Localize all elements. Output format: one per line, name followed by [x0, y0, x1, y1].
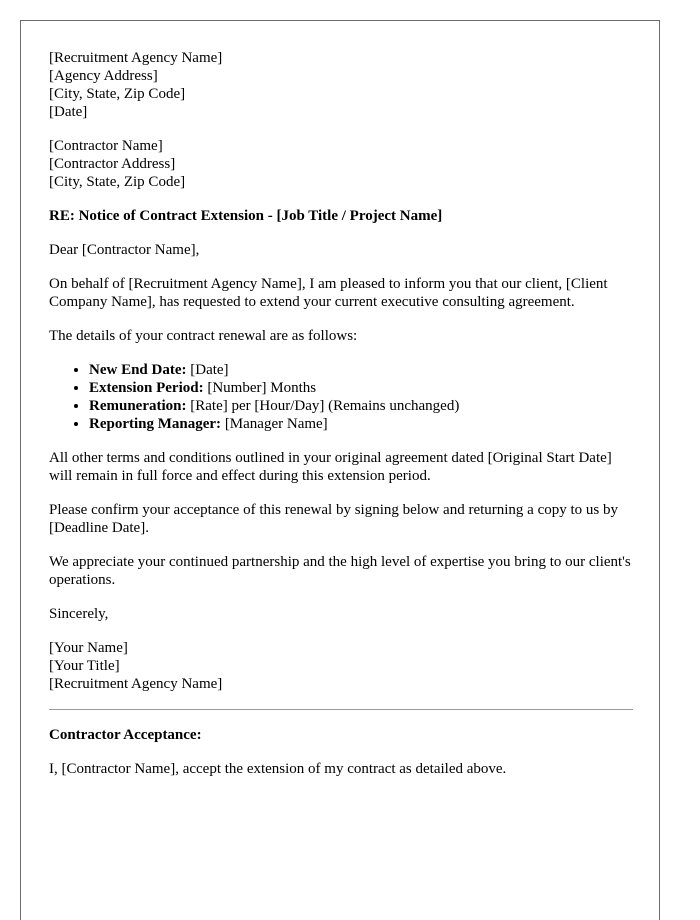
- detail-label: New End Date:: [89, 362, 187, 378]
- recipient-name: [Contractor Name]: [49, 138, 163, 154]
- closing: Sincerely,: [49, 606, 109, 622]
- detail-item-reporting-manager: [89, 415, 633, 433]
- paragraph-appreciation: We appreciate your continued partnership and the high level of expertise you bring to our client's operations.: [49, 554, 631, 588]
- signature-title: [Your Title]: [49, 658, 120, 674]
- recipient-address: [Contractor Address]: [49, 156, 176, 172]
- section-divider: [49, 709, 633, 710]
- detail-item-remuneration: [89, 397, 633, 415]
- letter-content: [49, 49, 633, 794]
- detail-value: [Manager Name]: [221, 416, 328, 432]
- sender-agency-address: [Agency Address]: [49, 68, 158, 84]
- signature-agency: [Recruitment Agency Name]: [49, 676, 223, 692]
- paragraph-confirm: Please confirm your acceptance of this renewal by signing below and returning a copy to us by [Deadline Date].: [49, 502, 618, 536]
- detail-label: Reporting Manager:: [89, 416, 222, 432]
- letter-date: [Date]: [49, 104, 88, 120]
- acceptance-heading: Contractor Acceptance:: [49, 727, 202, 743]
- sender-city-state-zip: [City, State, Zip Code]: [49, 86, 186, 102]
- signature-block: [49, 639, 633, 693]
- paragraph-terms: All other terms and conditions outlined in your original agreement dated [Original Start Date] will remain in full force and effect during this extension period.: [49, 450, 612, 484]
- detail-item-extension-period: [89, 379, 633, 397]
- detail-label: Remuneration:: [89, 398, 187, 414]
- acceptance-statement: I, [Contractor Name], accept the extension of my contract as detailed above.: [49, 761, 507, 777]
- subject-line: RE: Notice of Contract Extension - [Job Title / Project Name]: [49, 208, 443, 224]
- signature-name: [Your Name]: [49, 640, 128, 656]
- salutation: Dear [Contractor Name],: [49, 242, 200, 258]
- detail-value: [Rate] per [Hour/Day] (Remains unchanged): [186, 398, 460, 414]
- detail-value: [Number] Months: [203, 380, 317, 396]
- detail-item-end-date: [89, 361, 633, 379]
- details-intro: The details of your contract renewal are as follows:: [49, 328, 358, 344]
- sender-block: [49, 49, 633, 121]
- letter-page: [20, 20, 660, 920]
- recipient-city-state-zip: [City, State, Zip Code]: [49, 174, 186, 190]
- details-list: [49, 361, 633, 433]
- detail-label: Extension Period:: [89, 380, 204, 396]
- recipient-block: [49, 137, 633, 191]
- detail-value: [Date]: [186, 362, 229, 378]
- sender-agency-name: [Recruitment Agency Name]: [49, 50, 223, 66]
- paragraph-intro: On behalf of [Recruitment Agency Name], I am pleased to inform you that our client, [Client Company Name], has requested to extend your current executive consulting agreement.: [49, 276, 608, 310]
